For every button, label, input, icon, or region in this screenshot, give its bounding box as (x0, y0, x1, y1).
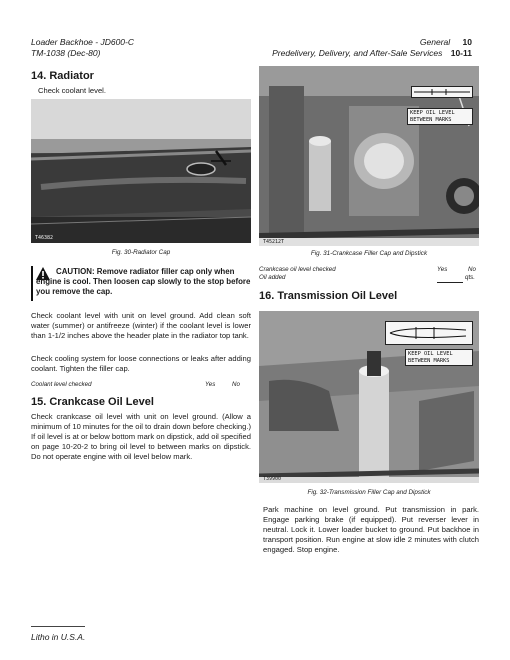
radiator-intro: Check coolant level. (38, 86, 106, 95)
radiator-heading: 14. Radiator (31, 70, 94, 82)
header-manual-id: TM-1038 (Dec-80) (31, 48, 101, 58)
header-manual-title: Loader Backhoe - JD600-C (31, 37, 135, 47)
header-section-label: General (419, 37, 451, 47)
transmission-heading: 16. Transmission Oil Level (259, 290, 398, 302)
crankcase-heading: 15. Crankcase Oil Level (31, 396, 154, 408)
transmission-dipstick-diagram (385, 321, 473, 345)
header-section (420, 37, 472, 48)
transmission-callout-line1: KEEP OIL LEVEL (408, 351, 453, 357)
radiator-figure-caption: Fig. 30-Radiator Cap (111, 249, 171, 256)
header-page-number: 10-11 (450, 48, 472, 58)
coolant-checked-yes[interactable]: Yes (205, 381, 216, 388)
footer-litho: Litho in U.S.A. (31, 632, 86, 642)
crankcase-callout-line2: BETWEEN MARKS (410, 116, 452, 123)
crankcase-photo-id: T45212T (263, 239, 285, 245)
transmission-instructions: Park machine on level ground. Put transmission in park. Engage parking brake (if equipped). Put reverser lever in neutral. Lock it. Lower loader bucket to ground. Put backhoe in transport position. Run engine at slow idle 2 minutes with clutch engaged. Stop engine. (263, 505, 479, 554)
crankcase-photo (259, 66, 479, 246)
transmission-photo-id: T39900 (263, 476, 282, 482)
transmission-figure-caption: Fig. 32-Transmission Filler Cap and Dipstick (307, 489, 431, 496)
transmission-callout-line2: BETWEEN MARKS (408, 357, 450, 364)
crankcase-figure-caption: Fig. 31-Crankcase Filler Cap and Dipstick (310, 250, 428, 257)
caution-bar (31, 266, 33, 301)
caution-text: CAUTION: Remove radiator filler cap only when engine is cool. Then loosen cap slowly to the stop before you remove the cap. (36, 267, 251, 296)
coolant-checked-no[interactable]: No (232, 381, 240, 388)
crankcase-callout-line1: KEEP OIL LEVEL (410, 110, 455, 116)
radiator-instructions: Check coolant level with unit on level ground. Add clean soft water (summer) or antifreeze (winter) if the coolant level is lower than 1-1/2 inches above the header plate in the radiator top tank. (31, 311, 251, 340)
transmission-photo (259, 311, 479, 483)
oil-added-blank[interactable] (437, 282, 463, 283)
footer-rule (31, 626, 85, 627)
crankcase-checked-no[interactable]: No (468, 266, 476, 273)
crankcase-callout (407, 108, 473, 125)
radiator-photo-id: T46382 (35, 235, 54, 241)
crankcase-checked-yes[interactable]: Yes (437, 266, 448, 273)
header-section-number: 10 (462, 37, 472, 47)
header-subsection (272, 48, 472, 59)
radiator-photo (31, 99, 251, 243)
crankcase-instructions: Check crankcase oil level with unit on level ground. (Allow a minimum of 10 minutes for the oil to drain down before checking.) If oil level is at or below bottom mark on dipstick, add oil specified on page 10-20-2 to bring oil level to between marks on dipstick. Do not operate engine with oil level below mark. (31, 412, 251, 461)
header-subsection-label: Predelivery, Delivery, and After-Sale Services (272, 48, 443, 58)
transmission-callout (405, 349, 473, 366)
crankcase-checked-label: Crankcase oil level checked (259, 266, 336, 273)
oil-added-unit: qts. (465, 274, 475, 281)
coolant-checked-label: Coolant level checked (31, 381, 92, 388)
radiator-check-instructions: Check cooling system for loose connections or leaks after adding coolant. Tighten the filler cap. (31, 354, 251, 373)
crankcase-dipstick-diagram (411, 86, 473, 98)
oil-added-label: Oil added (259, 274, 286, 281)
radiator-photo-illustration (31, 99, 251, 243)
